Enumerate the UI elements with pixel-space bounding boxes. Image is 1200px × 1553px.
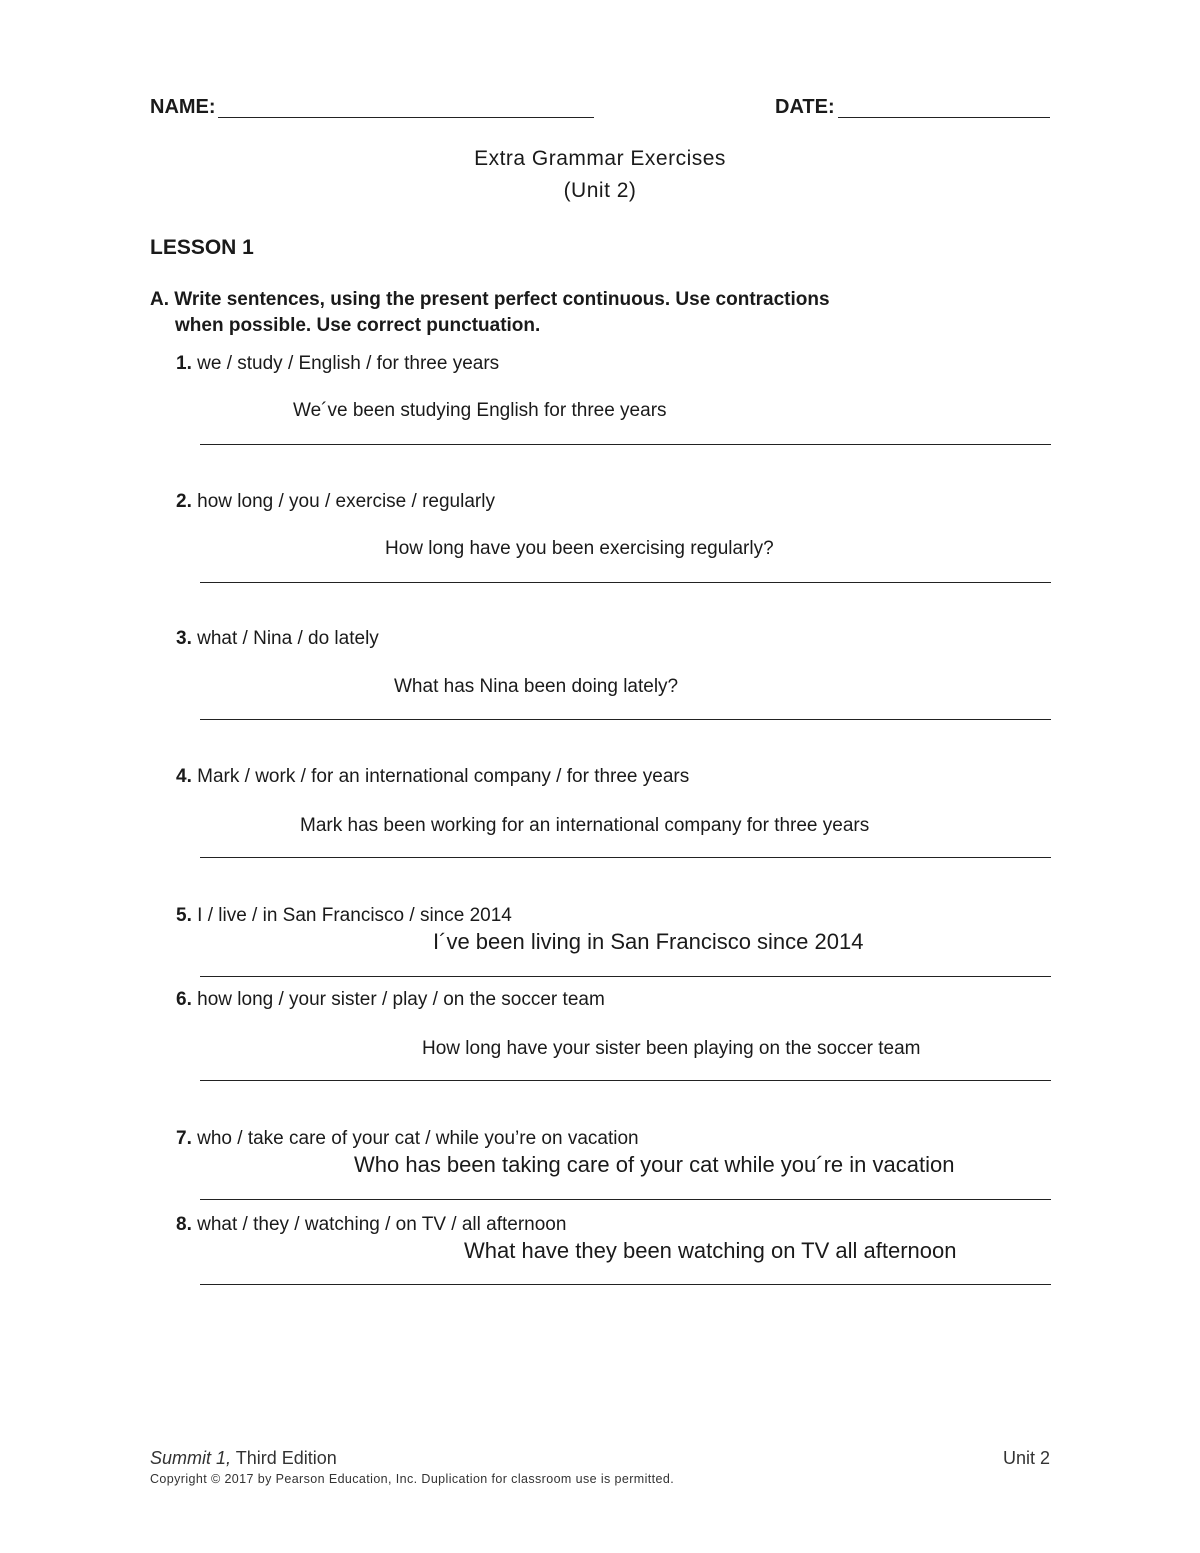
date-label: DATE: [775, 96, 835, 118]
item-number: 1. [176, 353, 192, 374]
instructions-line-1: Write sentences, using the present perfect continuous. Use contractions [174, 289, 830, 310]
answer-line [200, 1080, 1051, 1081]
exercise-prompt [176, 905, 512, 927]
answer-line [200, 976, 1051, 977]
instructions [150, 287, 950, 339]
prompt-text: we / study / English / for three years [197, 353, 500, 374]
exercise-prompt [176, 989, 605, 1011]
name-label: NAME: [150, 96, 216, 118]
book-name: Summit 1, [150, 1448, 232, 1468]
footer-unit: Unit 2 [1002, 1448, 1050, 1468]
item-number: 5. [176, 905, 192, 926]
answer-text[interactable]: We´ve been studying English for three years [293, 400, 667, 421]
book-edition: Third Edition [231, 1448, 337, 1468]
item-number: 2. [176, 491, 192, 512]
prompt-text: what / they / watching / on TV / all afternoon [197, 1214, 567, 1235]
instructions-line-2: when possible. Use correct punctuation. [175, 315, 541, 336]
answer-line [200, 1199, 1051, 1200]
answer-line [200, 1284, 1051, 1285]
exercise-prompt [176, 766, 689, 788]
item-number: 3. [176, 628, 192, 649]
instructions-letter: A. [150, 289, 169, 310]
exercise-prompt [176, 353, 499, 375]
item-number: 8. [176, 1214, 192, 1235]
prompt-text: how long / you / exercise / regularly [197, 491, 495, 512]
prompt-text: how long / your sister / play / on the soccer team [197, 989, 605, 1010]
answer-line [200, 582, 1051, 583]
name-field[interactable] [218, 117, 594, 118]
exercise-prompt [176, 1128, 639, 1150]
answer-text[interactable]: Who has been taking care of your cat while you´re in vacation [354, 1152, 955, 1177]
answer-line [200, 444, 1051, 445]
page-title: Extra Grammar Exercises [474, 147, 726, 170]
answer-text[interactable]: Mark has been working for an international company for three years [300, 815, 870, 836]
answer-line [200, 857, 1051, 858]
date-field[interactable] [838, 117, 1050, 118]
footer-book-title [150, 1448, 337, 1469]
item-number: 7. [176, 1128, 192, 1149]
prompt-text: what / Nina / do lately [197, 628, 379, 649]
exercise-prompt [176, 491, 495, 513]
item-number: 6. [176, 989, 192, 1010]
exercise-prompt [176, 628, 379, 650]
exercise-prompt [176, 1214, 566, 1236]
answer-line [200, 719, 1051, 720]
answer-text[interactable]: How long have your sister been playing on the soccer team [422, 1038, 921, 1059]
answer-text[interactable]: What have they been watching on TV all afternoon [464, 1238, 957, 1263]
item-number: 4. [176, 766, 192, 787]
copyright-notice: Copyright © 2017 by Pearson Education, Inc. Duplication for classroom use is permitted. [150, 1472, 675, 1486]
answer-text[interactable]: What has Nina been doing lately? [394, 676, 679, 697]
prompt-text: Mark / work / for an international company / for three years [197, 766, 690, 787]
answer-text[interactable]: I´ve been living in San Francisco since 2014 [433, 929, 864, 954]
page-subtitle: (Unit 2) [563, 179, 637, 202]
prompt-text: I / live / in San Francisco / since 2014 [197, 905, 512, 926]
prompt-text: who / take care of your cat / while you’re on vacation [197, 1128, 639, 1149]
lesson-heading: LESSON 1 [150, 236, 254, 259]
answer-text[interactable]: How long have you been exercising regularly? [385, 538, 774, 559]
